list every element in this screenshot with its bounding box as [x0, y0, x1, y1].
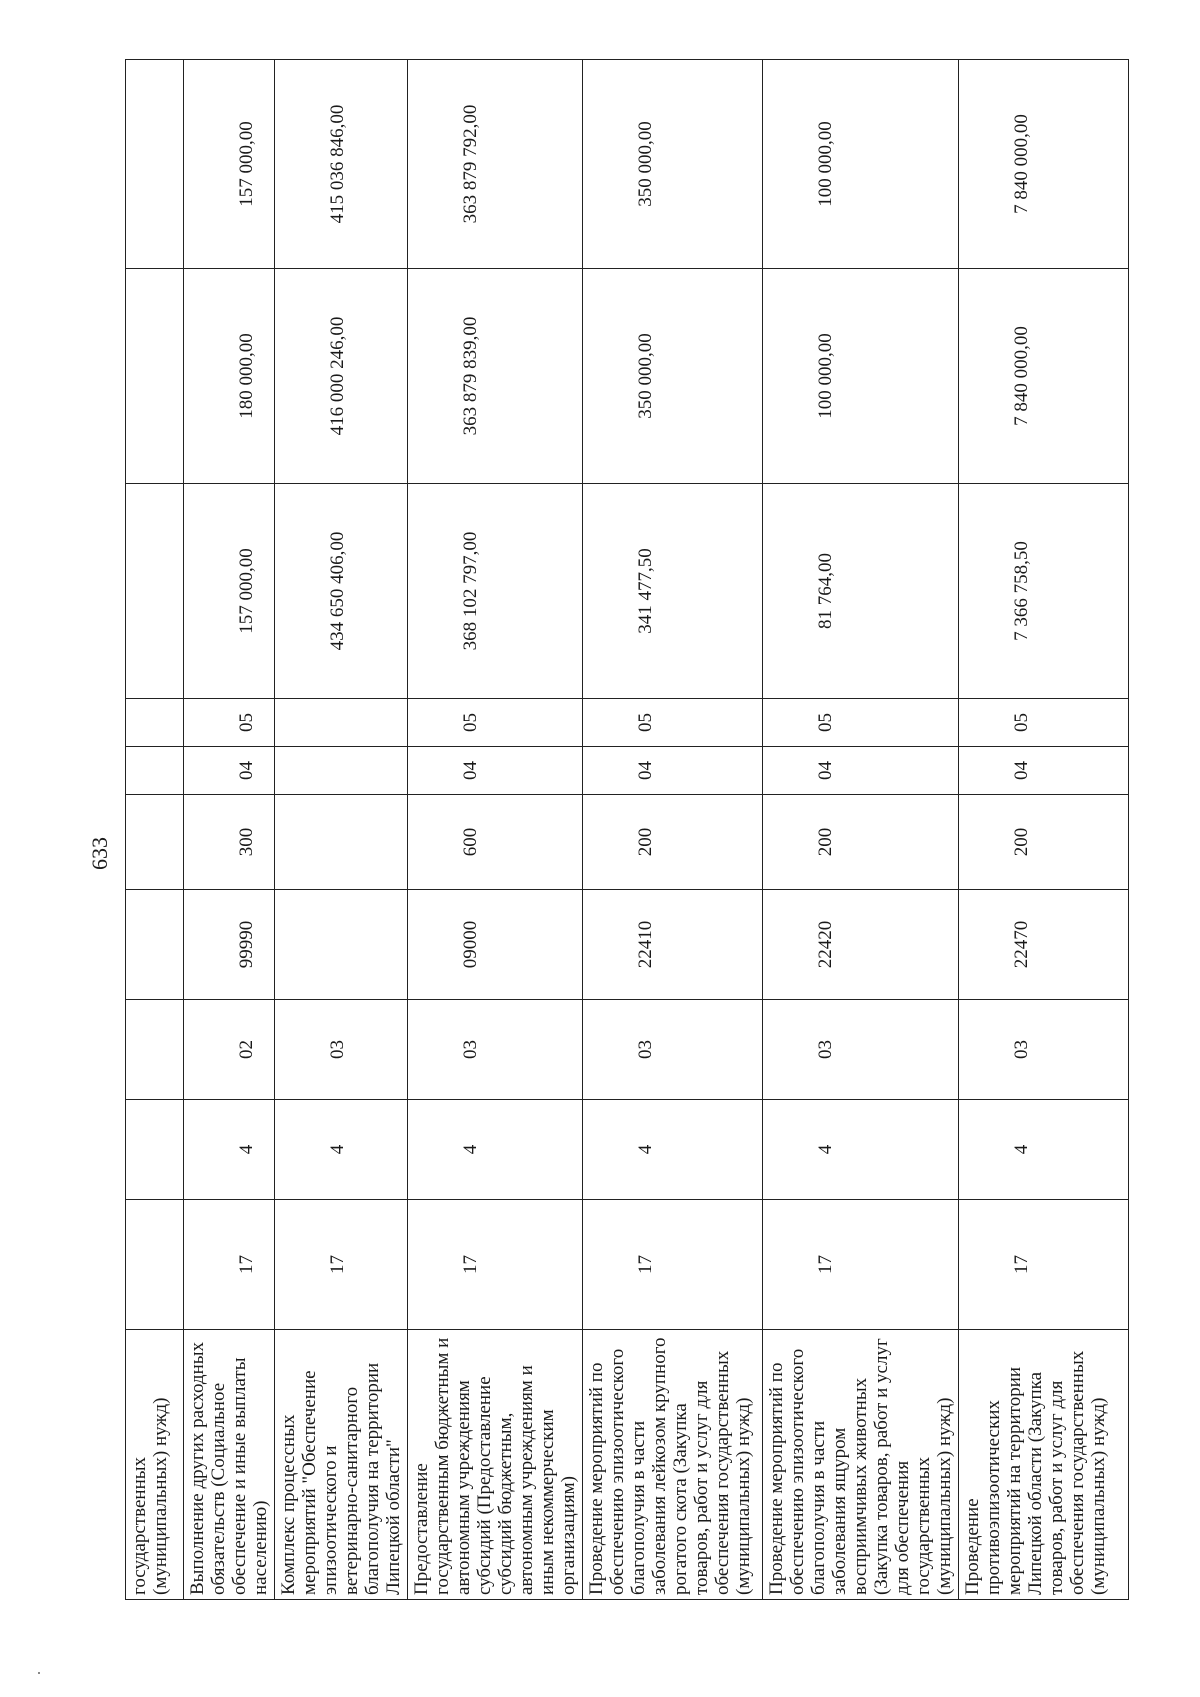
cell-rz: 4 [184, 1100, 275, 1200]
cell-pr [126, 1000, 184, 1100]
cell-pr: 03 [275, 1000, 408, 1100]
cell-value-3 [126, 60, 184, 269]
cell-value-1: 341 477,50 [583, 484, 763, 699]
cell-k1: 04 [959, 747, 1129, 795]
cell-pr: 03 [408, 1000, 583, 1100]
cell-value-2: 416 000 246,00 [275, 269, 408, 484]
cell-csr: 22420 [763, 890, 959, 1000]
cell-gr: 17 [959, 1200, 1129, 1330]
row-name: Выполнение других расходных обязательств (Социальное обеспечение и иные выплаты населению) [184, 1330, 275, 1600]
budget-table [125, 59, 1129, 1600]
cell-value-3: 157 000,00 [184, 60, 275, 269]
cell-pr: 02 [184, 1000, 275, 1100]
cell-pr: 03 [959, 1000, 1129, 1100]
cell-k1: 04 [408, 747, 583, 795]
cell-vr [275, 795, 408, 890]
cell-vr: 200 [763, 795, 959, 890]
cell-k2: 05 [583, 699, 763, 747]
cell-value-2: 180 000,00 [184, 269, 275, 484]
cell-gr: 17 [583, 1200, 763, 1330]
row-name: Проведение противоэпизоотических мероприятий на территории Липецкой области (Закупка товаров, работ и услуг для обеспечения государственных (муниципальных) нужд) [959, 1330, 1129, 1600]
cell-csr: 22470 [959, 890, 1129, 1000]
cell-rz: 4 [583, 1100, 763, 1200]
cell-value-2: 363 879 839,00 [408, 269, 583, 484]
row-name: Проведение мероприятий по обеспечению эпизоотического благополучия в части заболевания лейкозом крупного рогатого скота (Закупка товаров, работ и услуг для обеспечения государственных (муниципальных) нужд) [583, 1330, 763, 1600]
cell-k1: 04 [763, 747, 959, 795]
cell-k2: 05 [763, 699, 959, 747]
cell-value-2: 100 000,00 [763, 269, 959, 484]
cell-csr: 99990 [184, 890, 275, 1000]
cell-k2 [126, 699, 184, 747]
cell-value-1: 157 000,00 [184, 484, 275, 699]
cell-rz: 4 [959, 1100, 1129, 1200]
cell-value-1 [126, 484, 184, 699]
cell-value-2: 7 840 000,00 [959, 269, 1129, 484]
row-name: Проведение мероприятий по обеспечению эпизоотического благополучия в части заболевания ящуром восприимчивых животных (Закупка товаров, работ и услуг для обеспечения государственных (муниципальных) нужд) [763, 1330, 959, 1600]
table-row [275, 60, 408, 1600]
row-name: Комплекс процессных мероприятий "Обеспечение эпизоотического и ветеринарно-санитарного благополучия на территории Липецкой области" [275, 1330, 408, 1600]
cell-gr: 17 [408, 1200, 583, 1330]
cell-rz: 4 [275, 1100, 408, 1200]
cell-vr: 200 [583, 795, 763, 890]
cell-pr: 03 [583, 1000, 763, 1100]
cell-value-1: 81 764,00 [763, 484, 959, 699]
rotated-table-wrapper [125, 60, 1109, 1600]
cell-rz [126, 1100, 184, 1200]
cell-k2: 05 [184, 699, 275, 747]
cell-value-1: 7 366 758,50 [959, 484, 1129, 699]
table-row [184, 60, 275, 1600]
cell-value-3: 363 879 792,00 [408, 60, 583, 269]
cell-rz: 4 [763, 1100, 959, 1200]
page-number: 633 [87, 837, 112, 870]
cell-k2: 05 [959, 699, 1129, 747]
cell-gr: 17 [184, 1200, 275, 1330]
cell-csr: 22410 [583, 890, 763, 1000]
table-row [959, 60, 1129, 1600]
cell-k1: 04 [583, 747, 763, 795]
cell-vr: 300 [184, 795, 275, 890]
cell-value-1: 434 650 406,00 [275, 484, 408, 699]
cell-csr: 09000 [408, 890, 583, 1000]
cell-value-2 [126, 269, 184, 484]
table-row [408, 60, 583, 1600]
scan-speck [38, 1672, 40, 1674]
cell-vr [126, 795, 184, 890]
cell-gr: 17 [275, 1200, 408, 1330]
cell-value-3: 100 000,00 [763, 60, 959, 269]
cell-rz: 4 [408, 1100, 583, 1200]
cell-value-3: 7 840 000,00 [959, 60, 1129, 269]
cell-k1: 04 [184, 747, 275, 795]
cell-value-3: 415 036 846,00 [275, 60, 408, 269]
cell-gr [126, 1200, 184, 1330]
cell-pr: 03 [763, 1000, 959, 1100]
cell-vr: 600 [408, 795, 583, 890]
row-name: Предоставление государственным бюджетным и автономным учреждениям субсидий (Предоставление субсидий бюджетным, автономным учреждениям и иным некоммерческим организациям) [408, 1330, 583, 1600]
table-row [583, 60, 763, 1600]
cell-k2: 05 [408, 699, 583, 747]
table-row [763, 60, 959, 1600]
table-row [126, 60, 184, 1600]
cell-value-1: 368 102 797,00 [408, 484, 583, 699]
cell-k2 [275, 699, 408, 747]
cell-vr: 200 [959, 795, 1129, 890]
cell-gr: 17 [763, 1200, 959, 1330]
cell-csr [126, 890, 184, 1000]
cell-value-2: 350 000,00 [583, 269, 763, 484]
row-name: государственных (муниципальных) нужд) [126, 1330, 184, 1600]
cell-csr [275, 890, 408, 1000]
cell-k1 [275, 747, 408, 795]
cell-value-3: 350 000,00 [583, 60, 763, 269]
cell-k1 [126, 747, 184, 795]
